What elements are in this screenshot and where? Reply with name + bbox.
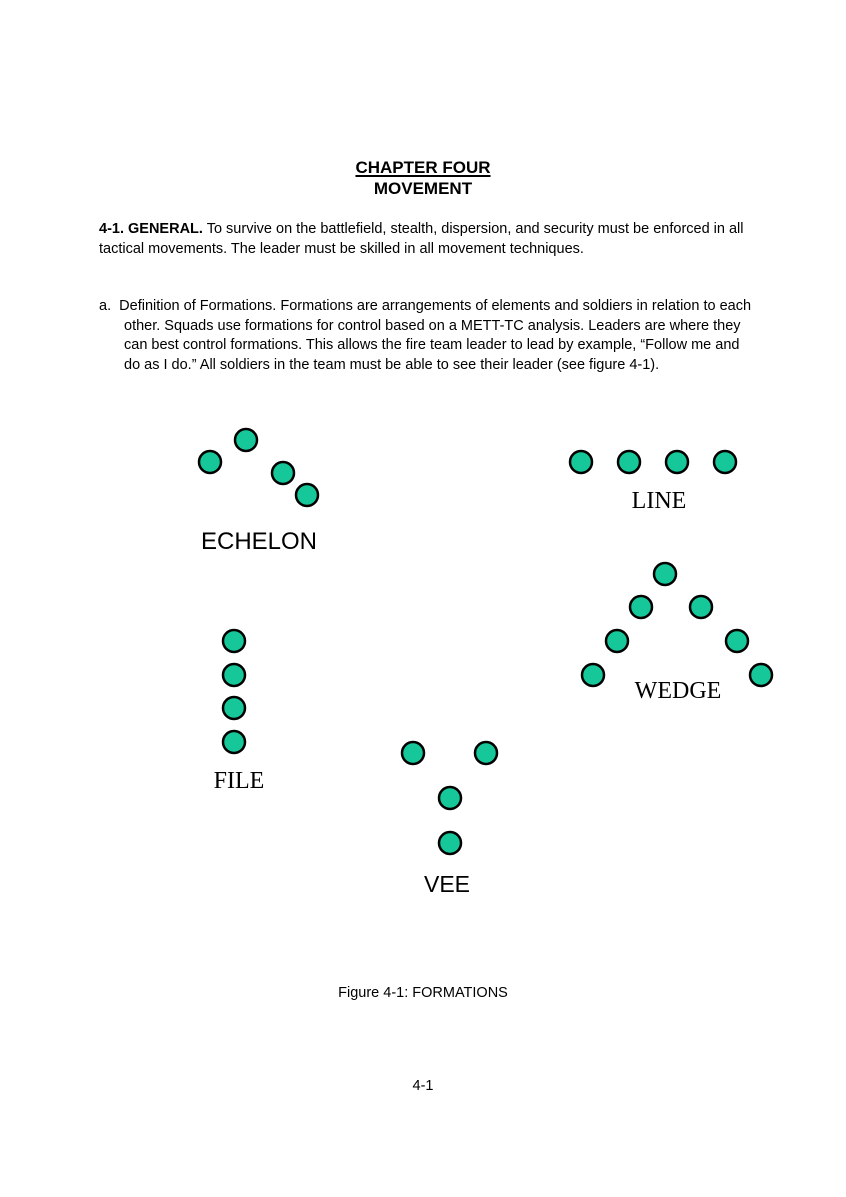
wedge-label: WEDGE: [634, 678, 722, 704]
wedge-soldier-dot: [726, 630, 748, 652]
item-a-marker: a.: [99, 298, 112, 314]
wedge-soldier-dot: [582, 664, 604, 686]
page-number: 4-1: [412, 1078, 434, 1094]
line-soldier-dot: [714, 451, 736, 473]
echelon-label: ECHELON: [200, 528, 318, 555]
echelon-soldier-dot: [235, 429, 257, 451]
chapter-heading: [0, 157, 846, 199]
chapter-number: CHAPTER FOUR: [355, 158, 491, 177]
file-soldier-dot: [223, 630, 245, 652]
item-a-paragraph: [99, 297, 759, 375]
wedge-soldier-dot: [630, 596, 652, 618]
vee-label: VEE: [423, 871, 471, 897]
wedge-soldier-dot: [606, 630, 628, 652]
vee-soldier-dot: [439, 832, 461, 854]
line-soldier-dot: [570, 451, 592, 473]
file-soldier-dot: [223, 664, 245, 686]
file-formation: [214, 630, 265, 794]
wedge-soldier-dot: [690, 596, 712, 618]
wedge-soldier-dot: [750, 664, 772, 686]
vee-formation: [402, 742, 497, 897]
section-heading: 4-1. GENERAL.: [99, 221, 203, 237]
item-a-text: Definition of Formations. Formations are arrangements of elements and soldiers in relation to each other. Squads use formations for control based on a METT-TC analysis. Leaders are where they can best control formations. This allows the fire team leader to lead by example, “Follow me and do as I do.” All soldiers in the team must be able to see their leader (see figure 4-1).: [119, 298, 752, 373]
echelon-soldier-dot: [272, 462, 294, 484]
figure-caption: Figure 4-1: FORMATIONS: [338, 985, 508, 1001]
wedge-formation: [582, 563, 772, 704]
wedge-soldier-dot: [654, 563, 676, 585]
echelon-soldier-dot: [296, 484, 318, 506]
formations-figure: [0, 410, 846, 910]
file-label: FILE: [213, 768, 265, 794]
line-soldier-dot: [666, 451, 688, 473]
file-soldier-dot: [223, 697, 245, 719]
echelon-soldier-dot: [199, 451, 221, 473]
section-general-text: To survive on the battlefield, stealth, dispersion, and security must be enforced in all tactical movements. The leader must be skilled in all movement techniques.: [99, 221, 744, 257]
vee-soldier-dot: [475, 742, 497, 764]
echelon-formation: [199, 429, 318, 555]
section-general-paragraph: [99, 220, 749, 259]
file-soldier-dot: [223, 731, 245, 753]
vee-soldier-dot: [402, 742, 424, 764]
line-label: LINE: [631, 488, 687, 514]
vee-soldier-dot: [439, 787, 461, 809]
line-formation: [570, 451, 736, 514]
chapter-title: MOVEMENT: [373, 179, 473, 198]
line-soldier-dot: [618, 451, 640, 473]
